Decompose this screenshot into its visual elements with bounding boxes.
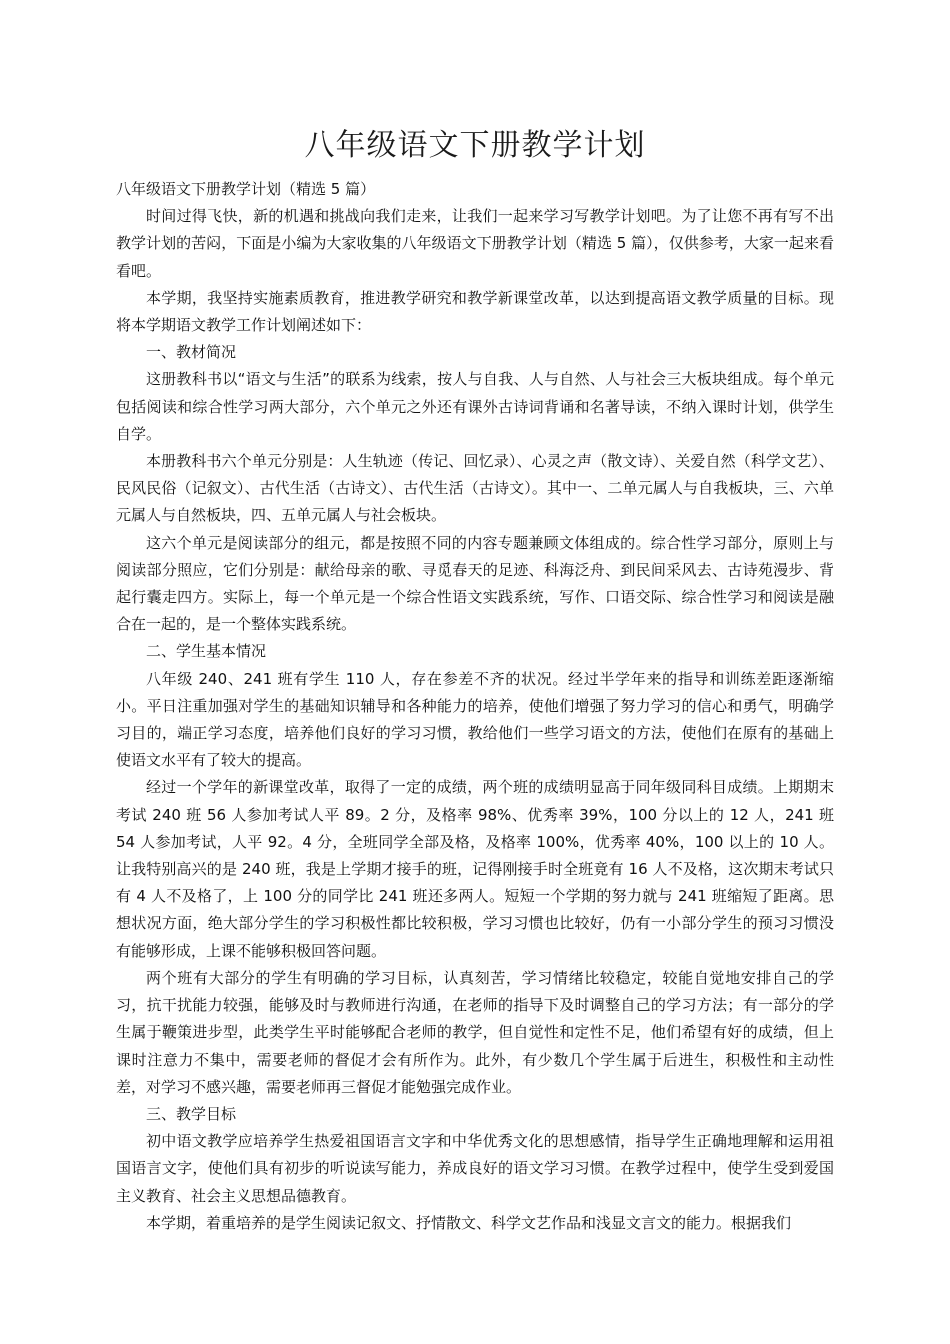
paragraph-textbook-comprehensive: 这六个单元是阅读部分的组元，都是按照不同的内容专题兼顾文体组成的。综合性学习部分，原则上与阅读部分照应，它们分别是：献给母亲的歌、寻觅春天的足迹、科海泛舟、到民间采风去、古诗苑漫步、背起行囊走四方。实际上，每一个单元是一个综合性语文实践系统，写作、口语交际、综合性学习和阅读是融合在一起的，是一个整体实践系统。 bbox=[116, 533, 834, 634]
paragraph-textbook-structure: 这册教科书以“语文与生活”的联系为线索，按人与自我、人与自然、人与社会三大板块组成。每个单元包括阅读和综合性学习两大部分，六个单元之外还有课外古诗词背诵和名著导读，不纳入课时计划，供学生自学。 bbox=[116, 370, 834, 443]
document-subtitle: 八年级语文下册教学计划（精选 5 篇） bbox=[116, 180, 376, 198]
paragraph-students-types: 两个班有大部分的学生有明确的学习目标，认真刻苦，学习情绪比较稳定，较能自觉地安排自己的学习，抗干扰能力较强，能够及时与教师进行沟通，在老师的指导下及时调整自己的学习方法；有一部分的学生属于鞭策进步型，此类学生平时能够配合老师的教学，但自觉性和定性不足，他们希望有好的成绩，但上课时注意力不集中，需要老师的督促才会有所作为。此外，有少数几个学生属于后进生，积极性和主动性差，对学习不感兴趣，需要老师再三督促才能勉强完成作业。 bbox=[116, 968, 834, 1096]
section-heading-goals: 三、教学目标 bbox=[146, 1104, 237, 1123]
paragraph-students-overview: 八年级 240、241 班有学生 110 人，存在参差不齐的状况。经过半学年来的指导和训练差距逐渐缩小。平日注重加强对学生的基础知识辅导和各种能力的培养，使他们增强了努力学习的信心和勇气，明确学习目的，端正学习态度，培养他们良好的学习习惯，教给他们一些学习语文的方法，使他们在原有的基础上使语文水平有了较大的提高。 bbox=[116, 669, 834, 770]
section-heading-textbook: 一、教材简况 bbox=[146, 343, 237, 362]
paragraph-textbook-units: 本册教科书六个单元分别是：人生轨迹（传记、回忆录）、心灵之声（散文诗）、关爱自然（科学文艺）、民风民俗（记叙文）、古代生活（古诗文）、古代生活（古诗文）。其中一、二单元属人与自我板块，三、六单元属人与自然板块，四、五单元属人与社会板块。 bbox=[116, 452, 834, 525]
paragraph-goals-semester: 本学期，着重培养的是学生阅读记叙文、抒情散文、科学文艺作品和浅显文言文的能力。根据我们 bbox=[146, 1213, 792, 1232]
paragraph-semester-goal: 本学期，我坚持实施素质教育，推进教学研究和教学新课堂改革，以达到提高语文教学质量的目标。现将本学期语文教学工作计划阐述如下： bbox=[116, 288, 834, 335]
document-title: 八年级语文下册教学计划 bbox=[304, 128, 646, 164]
paragraph-students-results: 经过一个学年的新课堂改革，取得了一定的成绩，两个班的成绩明显高于同年级同科目成绩。上期期末考试 240 班 56 人参加考试人平 89。2 分，及格率 98%、优秀率 39%，100 分以上的 12 人，241 班 54 人参加考试，人平 92。4 分，全班同学全部及格，及格率 100%，优秀率 40%，100 以上的 10 人。让我特别高兴的是 240 班，我是上学期才接手的班，记得刚接手时全班竟有 16 人不及格，这次期末考试只有 4 人不及格了，上 100 分的同学比 241 班还多两人。短短一个学期的努力就与 241 班缩短了距离。思想状况方面，绝大部分学生的学习积极性都比较积极，学习习惯也比较好，仍有一小部分学生的预习习惯没有能够形成，上课不能够积极回答问题。 bbox=[116, 778, 834, 960]
paragraph-goals-general: 初中语文教学应培养学生热爱祖国语言文字和中华优秀文化的思想感情，指导学生正确地理解和运用祖国语言文字，使他们具有初步的听说读写能力，养成良好的语文学习习惯。在教学过程中，使学生受到爱国主义教育、社会主义思想品德教育。 bbox=[116, 1132, 834, 1205]
document-body bbox=[116, 176, 834, 1237]
paragraph-intro: 时间过得飞快，新的机遇和挑战向我们走来，让我们一起来学习写教学计划吧。为了让您不再有写不出教学计划的苦闷，下面是小编为大家收集的八年级语文下册教学计划（精选 5 篇），仅供参考，大家一起来看看吧。 bbox=[116, 207, 834, 280]
section-heading-students: 二、学生基本情况 bbox=[146, 642, 267, 661]
